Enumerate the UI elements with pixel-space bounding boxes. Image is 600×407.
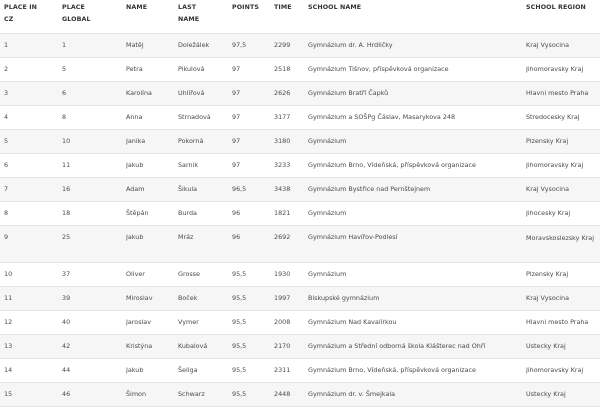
cell-place-cz-text: 5 (4, 137, 9, 145)
cell-place-cz-text: 13 (4, 342, 13, 350)
cell-last-name (178, 226, 232, 263)
cell-school-text: Gymnázium Bystřice nad Pernštejnem (308, 185, 431, 193)
cell-name-text: Karolína (126, 89, 152, 97)
cell-name-text: Anna (126, 113, 143, 121)
cell-region (526, 335, 600, 359)
header-last-name-line2: NAME (178, 16, 200, 23)
table-row (0, 34, 600, 58)
table-row (0, 311, 600, 335)
cell-points (232, 311, 274, 335)
cell-region-text: Ustecky Kraj (526, 342, 566, 350)
cell-time-text: 1930 (274, 270, 291, 278)
cell-place-cz (0, 178, 62, 202)
cell-place-cz (0, 226, 62, 263)
cell-time (274, 311, 308, 335)
cell-region-text: Kraj Vysocina (526, 294, 570, 302)
header-name (126, 0, 178, 34)
cell-last-name (178, 383, 232, 407)
cell-region (526, 202, 600, 226)
cell-place-global-text: 37 (62, 270, 71, 278)
cell-last-name (178, 154, 232, 178)
cell-points (232, 202, 274, 226)
cell-school (308, 311, 526, 335)
cell-region-text: Ustecky Kraj (526, 390, 566, 398)
cell-time (274, 34, 308, 58)
cell-place-cz (0, 130, 62, 154)
cell-time (274, 154, 308, 178)
cell-region (526, 359, 600, 383)
cell-name (126, 383, 178, 407)
cell-place-global-text: 46 (62, 390, 71, 398)
cell-place-global (62, 202, 126, 226)
table-row (0, 226, 600, 263)
cell-name (126, 287, 178, 311)
cell-last-name (178, 178, 232, 202)
cell-time (274, 226, 308, 263)
cell-place-cz-text: 3 (4, 89, 9, 97)
cell-school (308, 178, 526, 202)
table-row (0, 202, 600, 226)
cell-place-cz (0, 82, 62, 106)
cell-place-global-text: 18 (62, 209, 71, 217)
cell-name-text: Jaroslav (126, 318, 152, 326)
cell-name-text: Miroslav (126, 294, 153, 302)
cell-place-cz-text: 10 (4, 270, 13, 278)
cell-time (274, 263, 308, 287)
table-row (0, 130, 600, 154)
cell-region-text: Plzensky Kraj (526, 270, 569, 278)
cell-school-text: Gymnázium Bratří Čapků (308, 89, 389, 97)
cell-last-name-text: Pikulová (178, 65, 205, 73)
cell-place-cz-text: 9 (4, 233, 9, 241)
cell-points (232, 226, 274, 263)
cell-last-name-text: Sarnik (178, 161, 199, 169)
cell-time (274, 106, 308, 130)
header-time (274, 0, 308, 34)
cell-name-text: Matěj (126, 41, 144, 49)
cell-place-cz (0, 58, 62, 82)
cell-points-text: 95,5 (232, 342, 247, 350)
cell-place-global-text: 1 (62, 41, 67, 49)
cell-region-text: Stredocesky Kraj (526, 113, 580, 121)
cell-last-name (178, 58, 232, 82)
cell-region (526, 82, 600, 106)
header-time-label: TIME (274, 4, 292, 11)
table-row (0, 106, 600, 130)
table-row (0, 58, 600, 82)
cell-school (308, 106, 526, 130)
cell-last-name-text: Pokorná (178, 137, 204, 145)
cell-school (308, 359, 526, 383)
cell-school-text: Gymnázium (308, 270, 347, 278)
header-region (526, 0, 600, 34)
cell-name-text: Štěpán (126, 209, 149, 217)
table-row (0, 178, 600, 202)
cell-points-text: 97 (232, 89, 241, 97)
cell-points (232, 58, 274, 82)
cell-place-cz (0, 154, 62, 178)
cell-school-text: Biskupské gymnázium (308, 294, 380, 302)
cell-name-text: Janika (126, 137, 146, 145)
table-row (0, 383, 600, 407)
cell-region (526, 34, 600, 58)
cell-time-text: 1997 (274, 294, 291, 302)
cell-region-text: Jihomoravsky Kraj (526, 161, 584, 169)
cell-school (308, 263, 526, 287)
cell-last-name-text: Doležálek (178, 41, 210, 49)
cell-time-text: 2299 (274, 41, 291, 49)
cell-school (308, 82, 526, 106)
cell-time (274, 287, 308, 311)
cell-name (126, 58, 178, 82)
cell-time-text: 2008 (274, 318, 291, 326)
cell-place-global (62, 335, 126, 359)
cell-school (308, 226, 526, 263)
cell-points-text: 95,5 (232, 390, 247, 398)
cell-school (308, 58, 526, 82)
table-row (0, 335, 600, 359)
cell-place-global-text: 39 (62, 294, 71, 302)
cell-school-text: Gymnázium a SOŠPg Čáslav, Masarykova 248 (308, 113, 456, 121)
cell-last-name (178, 287, 232, 311)
header-place-global-line1: PLACE (62, 4, 85, 11)
cell-last-name-text: Kubalová (178, 342, 208, 350)
cell-school-text: Gymnázium (308, 137, 347, 145)
cell-school-text: Gymnázium Brno, Vídeňská, příspěvková organizace (308, 161, 476, 169)
cell-name-text: Jakub (126, 366, 144, 374)
cell-name-text: Šimon (126, 390, 147, 398)
cell-place-cz-text: 8 (4, 209, 9, 217)
cell-time-text: 2692 (274, 233, 291, 241)
cell-last-name (178, 311, 232, 335)
cell-points (232, 106, 274, 130)
cell-region (526, 58, 600, 82)
cell-school-text: Gymnázium dr. v. Šmejkala (308, 390, 396, 398)
cell-points (232, 335, 274, 359)
cell-place-cz-text: 15 (4, 390, 13, 398)
cell-place-cz (0, 106, 62, 130)
cell-region (526, 178, 600, 202)
cell-points-text: 96 (232, 233, 241, 241)
cell-last-name-text: Mráz (178, 233, 194, 241)
cell-points-text: 95,5 (232, 366, 247, 374)
cell-school-text: Gymnázium Tišnov, příspěvková organizace (308, 65, 449, 73)
cell-time-text: 2170 (274, 342, 291, 350)
cell-place-cz (0, 202, 62, 226)
cell-time-text: 1821 (274, 209, 291, 217)
cell-time-text: 2518 (274, 65, 291, 73)
cell-name-text: Jakub (126, 233, 144, 241)
cell-name-text: Kristýna (126, 342, 153, 350)
cell-place-global (62, 226, 126, 263)
cell-name (126, 82, 178, 106)
header-place-cz-line2: CZ (4, 16, 14, 23)
cell-school-text: Gymnázium (308, 209, 347, 217)
cell-points (232, 287, 274, 311)
cell-place-cz (0, 263, 62, 287)
cell-region (526, 287, 600, 311)
cell-name (126, 106, 178, 130)
cell-time-text: 3438 (274, 185, 291, 193)
cell-name (126, 335, 178, 359)
cell-last-name-text: Šeliga (178, 366, 198, 374)
cell-region (526, 106, 600, 130)
cell-time-text: 2448 (274, 390, 291, 398)
cell-place-global (62, 383, 126, 407)
cell-last-name-text: Burda (178, 209, 197, 217)
cell-region (526, 154, 600, 178)
cell-place-global-text: 25 (62, 233, 71, 241)
cell-name-text: Petra (126, 65, 143, 73)
header-school (308, 0, 526, 34)
cell-place-cz (0, 311, 62, 335)
header-place-global-line2: GLOBAL (62, 16, 91, 23)
cell-place-cz (0, 383, 62, 407)
cell-name-text: Jakub (126, 161, 144, 169)
cell-place-global (62, 82, 126, 106)
cell-region (526, 263, 600, 287)
cell-last-name (178, 130, 232, 154)
cell-place-cz (0, 335, 62, 359)
header-name-label: NAME (126, 4, 148, 11)
cell-points-text: 95,5 (232, 294, 247, 302)
header-points (232, 0, 274, 34)
header-region-label: SCHOOL REGION (526, 4, 586, 11)
cell-name (126, 130, 178, 154)
cell-school (308, 335, 526, 359)
header-place-cz (0, 0, 62, 34)
cell-school-text: Gymnázium Nad Kavalírkou (308, 318, 397, 326)
cell-place-global (62, 106, 126, 130)
cell-place-global-text: 8 (62, 113, 67, 121)
cell-place-global (62, 178, 126, 202)
cell-place-global-text: 11 (62, 161, 71, 169)
cell-place-global (62, 359, 126, 383)
cell-region-text: Hlavni mesto Praha (526, 89, 589, 97)
cell-region (526, 383, 600, 407)
table-row (0, 82, 600, 106)
cell-last-name-text: Schwarz (178, 390, 205, 398)
header-school-label: SCHOOL NAME (308, 4, 362, 11)
cell-region-text: Kraj Vysocina (526, 185, 570, 193)
cell-place-global (62, 130, 126, 154)
cell-time (274, 178, 308, 202)
cell-school-text: Gymnázium Brno, Vídeňská, příspěvková organizace (308, 366, 476, 374)
cell-points (232, 178, 274, 202)
cell-place-global-text: 5 (62, 65, 67, 73)
cell-place-cz-text: 6 (4, 161, 9, 169)
cell-time (274, 202, 308, 226)
cell-school (308, 34, 526, 58)
cell-place-global (62, 311, 126, 335)
cell-place-global-text: 6 (62, 89, 67, 97)
cell-region-text: Jihomoravsky Kraj (526, 65, 584, 73)
table-header (0, 0, 600, 34)
cell-place-cz (0, 287, 62, 311)
cell-school (308, 130, 526, 154)
cell-place-cz-text: 4 (4, 113, 9, 121)
cell-school-text: Gymnázium a Střední odborná škola Klášterec nad Ohří (308, 342, 486, 350)
cell-points (232, 34, 274, 58)
cell-time-text: 3233 (274, 161, 291, 169)
cell-time-text: 2626 (274, 89, 291, 97)
cell-points (232, 130, 274, 154)
cell-time-text: 2311 (274, 366, 291, 374)
cell-place-global-text: 10 (62, 137, 71, 145)
cell-school (308, 287, 526, 311)
header-row (0, 0, 600, 34)
cell-region-text: Kraj Vysocina (526, 41, 570, 49)
cell-region-text: Jihocesky Kraj (526, 209, 571, 217)
cell-name (126, 178, 178, 202)
cell-time-text: 3177 (274, 113, 291, 121)
cell-name (126, 154, 178, 178)
cell-last-name-text: Strnadová (178, 113, 211, 121)
cell-last-name (178, 335, 232, 359)
cell-time (274, 82, 308, 106)
cell-time (274, 58, 308, 82)
cell-school-text: Gymnázium Havířov-Podlesí (308, 233, 398, 241)
cell-time-text: 3180 (274, 137, 291, 145)
header-last-name (178, 0, 232, 34)
table-body (0, 34, 600, 407)
cell-points-text: 97,5 (232, 41, 247, 49)
cell-time (274, 130, 308, 154)
cell-region-text: Plzensky Kraj (526, 137, 569, 145)
cell-time (274, 359, 308, 383)
cell-points-text: 95,5 (232, 270, 247, 278)
cell-time (274, 383, 308, 407)
cell-points-text: 97 (232, 137, 241, 145)
cell-place-cz-text: 2 (4, 65, 9, 73)
cell-points-text: 97 (232, 65, 241, 73)
cell-last-name (178, 34, 232, 58)
cell-points (232, 383, 274, 407)
header-last-name-line1: LAST (178, 4, 197, 11)
cell-points-text: 97 (232, 161, 241, 169)
cell-school (308, 383, 526, 407)
cell-place-global (62, 58, 126, 82)
cell-place-global (62, 287, 126, 311)
cell-last-name-text: Uhlířová (178, 89, 205, 97)
table-row (0, 263, 600, 287)
cell-region-text: Moravskoslezsky Kraj (526, 234, 594, 242)
cell-name (126, 311, 178, 335)
cell-points (232, 359, 274, 383)
cell-name-text: Oliver (126, 270, 145, 278)
cell-place-cz (0, 34, 62, 58)
table-row (0, 359, 600, 383)
table-row (0, 154, 600, 178)
cell-last-name (178, 263, 232, 287)
cell-last-name-text: Boček (178, 294, 198, 302)
cell-last-name (178, 106, 232, 130)
cell-last-name (178, 82, 232, 106)
cell-place-cz (0, 359, 62, 383)
cell-place-global-text: 16 (62, 185, 71, 193)
cell-region-text: Hlavni mesto Praha (526, 318, 589, 326)
cell-points-text: 96 (232, 209, 241, 217)
cell-points (232, 263, 274, 287)
cell-last-name-text: Grosse (178, 270, 200, 278)
header-place-cz-line1: PLACE IN (4, 4, 38, 11)
cell-name (126, 226, 178, 263)
cell-name (126, 202, 178, 226)
cell-place-global-text: 42 (62, 342, 71, 350)
cell-last-name-text: Šikula (178, 185, 198, 193)
cell-place-global (62, 263, 126, 287)
cell-last-name (178, 359, 232, 383)
cell-school (308, 154, 526, 178)
table-row (0, 287, 600, 311)
header-place-global (62, 0, 126, 34)
cell-points-text: 96,5 (232, 185, 247, 193)
cell-points (232, 154, 274, 178)
cell-place-cz-text: 1 (4, 41, 9, 49)
cell-last-name (178, 202, 232, 226)
cell-region (526, 311, 600, 335)
cell-points-text: 97 (232, 113, 241, 121)
cell-place-cz-text: 11 (4, 294, 13, 302)
cell-place-global (62, 34, 126, 58)
cell-region-text: Jihomoravsky Kraj (526, 366, 584, 374)
cell-region (526, 130, 600, 154)
header-points-label: POINTS (232, 4, 260, 11)
cell-time (274, 335, 308, 359)
cell-last-name-text: Vymer (178, 318, 199, 326)
cell-place-cz-text: 14 (4, 366, 13, 374)
cell-place-cz-text: 7 (4, 185, 9, 193)
cell-place-cz-text: 12 (4, 318, 13, 326)
cell-place-global-text: 44 (62, 366, 71, 374)
cell-points-text: 95,5 (232, 318, 247, 326)
cell-school-text: Gymnázium dr. A. Hrdličky (308, 41, 393, 49)
cell-place-global-text: 40 (62, 318, 71, 326)
cell-place-global (62, 154, 126, 178)
cell-name (126, 263, 178, 287)
cell-school (308, 202, 526, 226)
cell-points (232, 82, 274, 106)
cell-name (126, 359, 178, 383)
cell-name (126, 34, 178, 58)
cell-region (526, 226, 600, 263)
cell-name-text: Adam (126, 185, 145, 193)
